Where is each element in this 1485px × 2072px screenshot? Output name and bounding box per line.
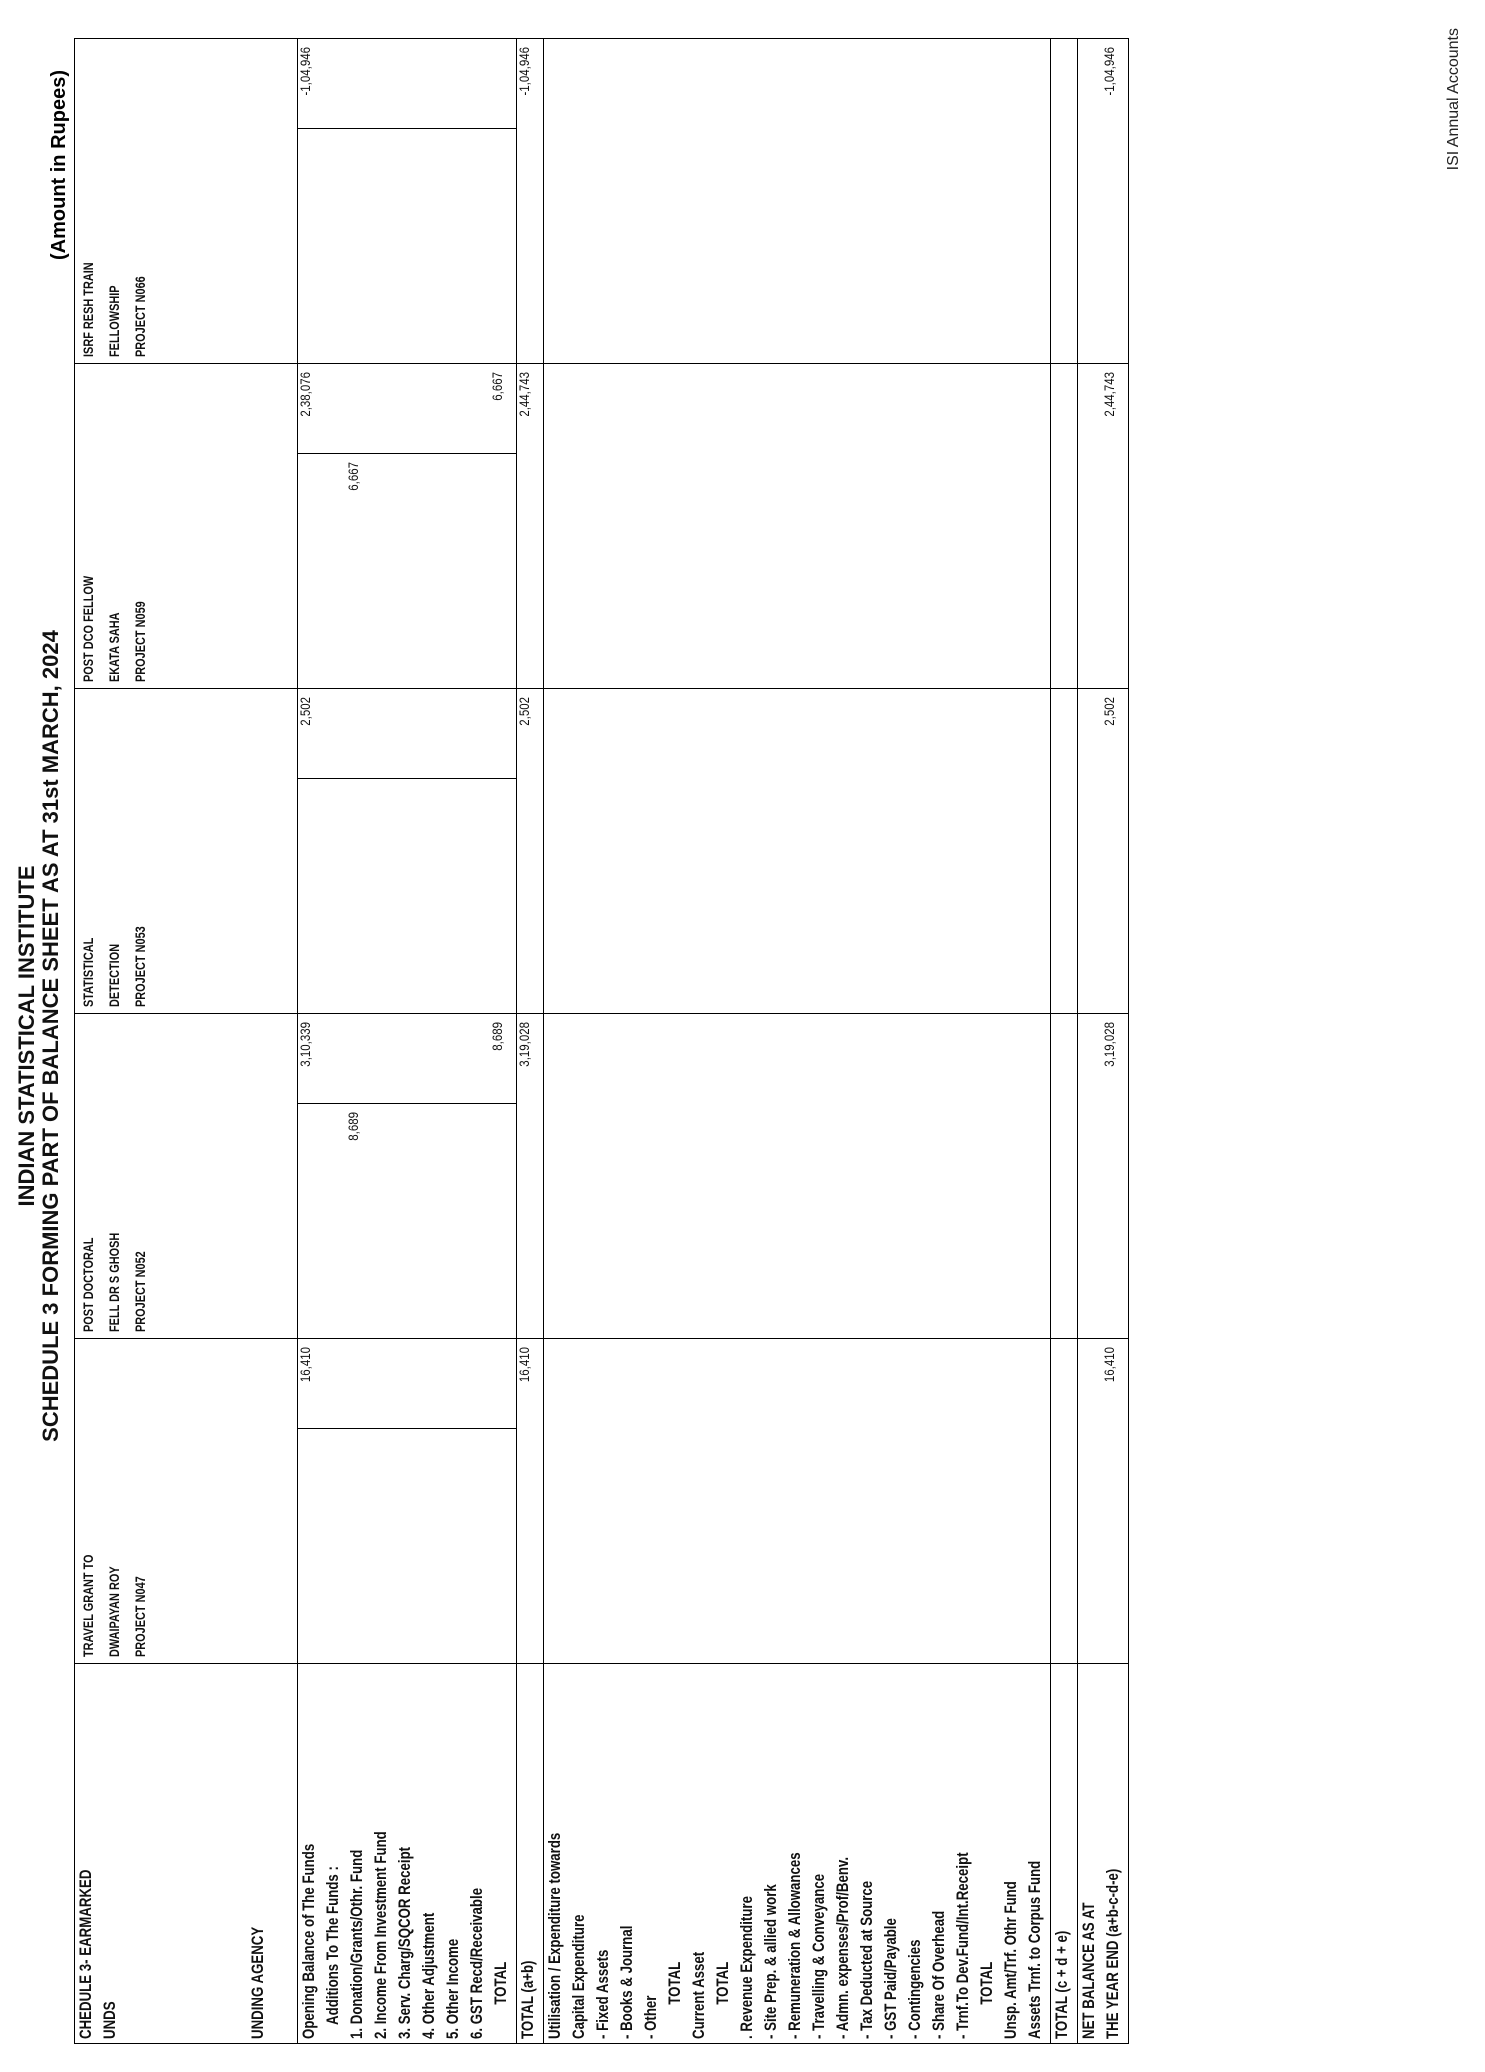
total-ab-value: -1,04,946 — [516, 46, 532, 96]
total-ab-value: 2,502 — [516, 696, 532, 726]
additions-total-label: TOTAL — [491, 1961, 510, 2005]
assets-transfer-label: Assets Trnf. to Corpus Fund — [1025, 1860, 1044, 2039]
books-label: - Books & Journal — [617, 1925, 636, 2039]
schedule-table — [74, 38, 1129, 2044]
other-label: - Other — [641, 1995, 660, 2039]
contingencies-label: - Contingencies — [905, 1939, 924, 2039]
total-ab-cell — [517, 38, 544, 363]
opening-value: -1,04,946 — [297, 46, 313, 96]
total-cde-label: TOTAL (c + d + e) — [1052, 1930, 1071, 2039]
opening-cell — [298, 38, 517, 128]
total-cde-cell — [1051, 1338, 1078, 1663]
schedule-title: SCHEDULE 3 FORMING PART OF BALANCE SHEET AS AT 31st MARCH, 2024 — [38, 630, 63, 1442]
net-balance-value: -1,04,946 — [1101, 46, 1117, 96]
utilisation-cell — [544, 688, 1051, 1013]
project-header-line: POST DOCTORAL — [80, 1237, 96, 1332]
admin-expenses-label: - Admn. expenses/Prof/Benv. — [833, 1856, 852, 2039]
opening-value: 2,502 — [297, 696, 313, 726]
project-header-line: DETECTION — [106, 943, 122, 1007]
revenue-total-label: TOTAL — [977, 1961, 996, 2005]
utilisation-label: Utilisation / Expenditure towards — [545, 1832, 564, 2039]
remuneration-label: - Remuneration & Allowances — [785, 1852, 804, 2039]
project-code: PROJECT N059 — [132, 601, 148, 682]
amount-note: (Amount in Rupees) — [48, 70, 70, 260]
additions-total-value — [490, 697, 514, 757]
total-cde-cell — [1051, 1013, 1078, 1338]
unspent-label: Unsp. Amt/Trf. Othr Fund — [1001, 1881, 1020, 2039]
institute-title: INDIAN STATISTICAL INSTITUTE — [14, 865, 39, 1207]
project-header-line: FELL DR S GHOSH — [106, 1232, 122, 1332]
opening-label: Opening Balance of The Funds — [299, 1843, 318, 2039]
utilisation-cell — [544, 38, 1051, 363]
net-balance-row — [1078, 38, 1129, 2043]
footer-text: ISI Annual Accounts — [1445, 28, 1462, 171]
additions-cell — [298, 453, 517, 688]
additions-total-value — [490, 1347, 514, 1407]
agency-label: UNDING AGENCY — [248, 1926, 267, 2039]
project-header-n066 — [75, 38, 298, 363]
total-cde-cell — [1051, 688, 1078, 1013]
other-adjustment-label: 4. Other Adjustment — [419, 1912, 438, 2039]
total-ab-cell — [517, 688, 544, 1013]
opening-cell — [298, 1013, 517, 1103]
donation-value: 8,689 — [345, 1111, 361, 1141]
donation-label: 1. Donation/Grants/Othr. Fund — [347, 1849, 366, 2039]
total-ab-row — [517, 38, 544, 2043]
schedule-label: CHEDULE 3- EARMARKED — [76, 1869, 95, 2039]
total-cde-cell — [1051, 363, 1078, 688]
project-header-line: TRAVEL GRANT TO — [80, 1554, 96, 1657]
net-balance-value: 3,19,028 — [1101, 1021, 1117, 1067]
site-prep-label: - Site Prep. & allied work — [761, 1884, 780, 2039]
service-charge-label: 3. Serv. Charg/SQCOR Receipt — [395, 1846, 414, 2039]
project-header-line: ISRF RESH TRAIN — [80, 262, 96, 357]
donation-value — [346, 1437, 370, 1616]
capex-total-label: TOTAL — [665, 1961, 684, 2005]
utilisation-cell — [544, 1013, 1051, 1338]
net-balance-cell — [1078, 38, 1129, 363]
receipts-section — [298, 38, 517, 2043]
project-header-line: FELLOWSHIP — [106, 285, 122, 357]
total-ab-cell — [517, 1013, 544, 1338]
revenue-label: . Revenue Expenditure — [737, 1896, 756, 2039]
project-code: PROJECT N053 — [132, 926, 148, 1007]
additions-cell — [298, 128, 517, 363]
capex-label: Capital Expenditure — [569, 1914, 588, 2039]
total-cde-cell — [1051, 38, 1078, 363]
utilisation-cell — [544, 1338, 1051, 1663]
additions-cell — [298, 1429, 517, 1664]
total-ab-cell — [517, 363, 544, 688]
other-income-label: 5. Other Income — [443, 1938, 462, 2039]
project-header-line: EKATA SAHA — [106, 612, 122, 682]
opening-value: 2,38,076 — [297, 371, 313, 417]
total-ab-value: 16,410 — [516, 1346, 532, 1383]
project-header-line: DWAIPAYAN ROY — [106, 1566, 122, 1657]
project-header-line: STATISTICAL — [80, 937, 96, 1007]
project-header-n053 — [75, 688, 298, 1013]
travelling-label: - Travelling & Conveyance — [809, 1873, 828, 2039]
current-asset-label: Current Asset — [689, 1951, 708, 2039]
gst-received-label: 6. GST Recd/Receivable — [467, 1887, 486, 2039]
net-balance-value: 2,44,743 — [1101, 371, 1117, 417]
gst-paid-label: - GST Paid/Payable — [881, 1918, 900, 2039]
year-end-label: THE YEAR END (a+b-c-d-e) — [1103, 1868, 1122, 2039]
project-code: PROJECT N066 — [132, 276, 148, 357]
fixed-assets-label: - Fixed Assets — [593, 1949, 612, 2039]
utilisation-labels — [544, 1664, 1051, 2044]
current-total-label: TOTAL — [713, 1961, 732, 2005]
additions-cell — [298, 1103, 517, 1338]
additions-cell — [298, 778, 517, 1013]
utilisation-section — [544, 38, 1051, 2043]
net-balance-cell — [1078, 363, 1129, 688]
label-header-cell — [75, 1664, 298, 2044]
net-balance-value: 16,410 — [1101, 1346, 1117, 1383]
net-balance-cell — [1078, 1013, 1129, 1338]
net-balance-value: 2,502 — [1101, 696, 1117, 726]
net-balance-cell — [1078, 1338, 1129, 1663]
total-cde-row — [1051, 38, 1078, 2043]
opening-cell — [298, 688, 517, 778]
overhead-label: - Share Of Overhead — [929, 1910, 948, 2039]
total-ab-label-cell — [517, 1664, 544, 2044]
project-header-n047 — [75, 1338, 298, 1663]
donation-value — [346, 137, 370, 316]
net-balance-cell — [1078, 688, 1129, 1013]
additions-total-value — [490, 47, 514, 107]
opening-value: 3,10,339 — [297, 1021, 313, 1067]
donation-value — [346, 787, 370, 966]
opening-cell — [298, 363, 517, 453]
net-balance-label-cell — [1078, 1664, 1129, 2044]
additions-total-value: 6,667 — [489, 371, 505, 401]
project-code: PROJECT N052 — [132, 1251, 148, 1332]
total-ab-label: TOTAL (a+b) — [518, 1960, 537, 2039]
tds-label: - Tax Deducted at Source — [857, 1880, 876, 2039]
utilisation-cell — [544, 363, 1051, 688]
donation-value: 6,667 — [345, 461, 361, 491]
funds-label: UNDS — [100, 2001, 119, 2039]
project-header-line: POST DCO FELLOW — [80, 575, 96, 682]
additions-label: Additions To The Funds : — [323, 1866, 342, 2025]
investment-income-label: 2. Income From Investment Fund — [371, 1831, 390, 2039]
total-cde-label-cell — [1051, 1664, 1078, 2044]
project-code: PROJECT N047 — [132, 1576, 148, 1657]
opening-value: 16,410 — [297, 1346, 313, 1383]
total-ab-cell — [517, 1338, 544, 1663]
net-balance-label: NET BALANCE AS AT — [1079, 1902, 1098, 2039]
project-header-n059 — [75, 363, 298, 688]
additions-total-value: 8,689 — [489, 1021, 505, 1051]
total-ab-value: 3,19,028 — [516, 1021, 532, 1067]
total-ab-value: 2,44,743 — [516, 371, 532, 417]
receipts-labels — [298, 1664, 517, 2044]
transfer-dev-fund-label: - Trnf.To Dev.Fund/Int.Receipt — [953, 1852, 972, 2039]
project-header-n052 — [75, 1013, 298, 1338]
header-row — [75, 38, 298, 2043]
opening-cell — [298, 1338, 517, 1428]
